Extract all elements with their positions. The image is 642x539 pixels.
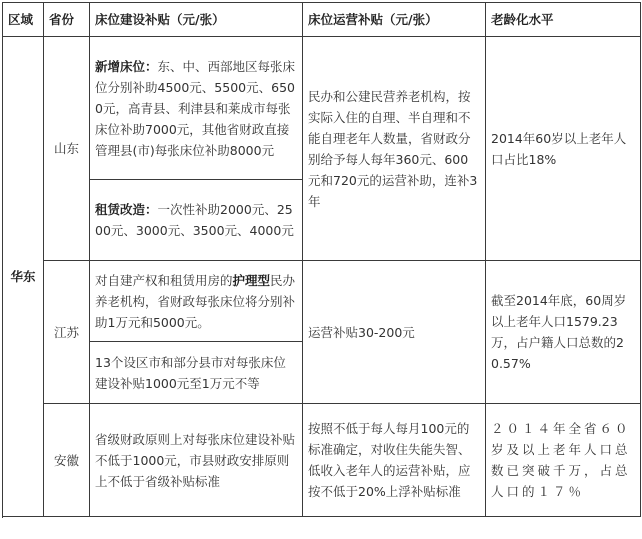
header-operation-subsidy: 床位运营补贴（元/张）	[303, 3, 486, 37]
anhui-row	[3, 404, 641, 517]
header-province: 省份	[44, 3, 90, 37]
new-beds-text: 东、中、西部地区每张床位分别补助4500元、5500元、6500元，高青县、利津县和莱成市每张床位补助7000元，其他省财政直接管理县(市)每张床位补助8000元	[95, 58, 296, 158]
anhui-operation-cell: 按照不低于每人每月100元的标准确定，对收住失能失智、低收入老年人的运营补贴，应按不低于20%上浮补贴标准	[303, 404, 486, 517]
jiangsu-operation-cell: 运营补贴30-200元	[303, 261, 486, 404]
province-jiangsu: 江苏	[44, 261, 90, 404]
jiangsu-construction-a-suffix: 民办养老机构，省财政每张床位将分别补助1万元和5000元。	[95, 272, 296, 330]
jiangsu-row-1	[3, 261, 641, 342]
jiangsu-construction-a-cell	[90, 261, 303, 342]
anhui-aging-cell: ２０１４年全省６０岁及以上老年人口总数已突破千万，占总人口的１７％	[486, 404, 641, 517]
header-construction-subsidy: 床位建设补贴（元/张）	[90, 3, 303, 37]
jiangsu-construction-a-prefix: 对自建产权和租赁用房的	[95, 272, 233, 288]
subsidy-table	[2, 2, 641, 517]
jiangsu-aging-cell: 截至2014年底，60周岁以上老年人口1579.23万，占户籍人口总数的20.57%	[486, 261, 641, 404]
shandong-row-1	[3, 37, 641, 180]
shandong-lease-cell	[90, 180, 303, 261]
jiangsu-construction-b-cell: 13个设区市和部分县市对每张床位建设补贴1000元至1万元不等	[90, 342, 303, 404]
lease-text: 一次性补助2000元、2500元、3000元、3500元、4000元	[95, 202, 294, 238]
new-beds-label: 新增床位：	[95, 58, 158, 74]
anhui-construction-cell: 省级财政原则上对每张床位建设补贴不低于1000元，市县财政安排原则上不低于省级补贴标准	[90, 404, 303, 517]
header-aging-level: 老龄化水平	[486, 3, 641, 37]
jiangsu-construction-a-bold: 护理型	[232, 272, 271, 288]
header-row	[3, 3, 641, 37]
lease-label: 租赁改造：	[95, 202, 158, 217]
province-anhui: 安徽	[44, 404, 90, 517]
header-region: 区域	[3, 3, 44, 37]
region-cell: 华东	[3, 37, 44, 517]
shandong-aging-cell: 2014年60岁以上老年人口占比18%	[486, 37, 641, 261]
shandong-operation-cell: 民办和公建民营养老机构，按实际入住的自理、半自理和不能自理老年人数量，省财政分别给予每人每年360元、600元和720元的运营补助，连补3年	[303, 37, 486, 261]
province-shandong: 山东	[44, 37, 90, 261]
shandong-new-beds-cell	[90, 37, 303, 180]
